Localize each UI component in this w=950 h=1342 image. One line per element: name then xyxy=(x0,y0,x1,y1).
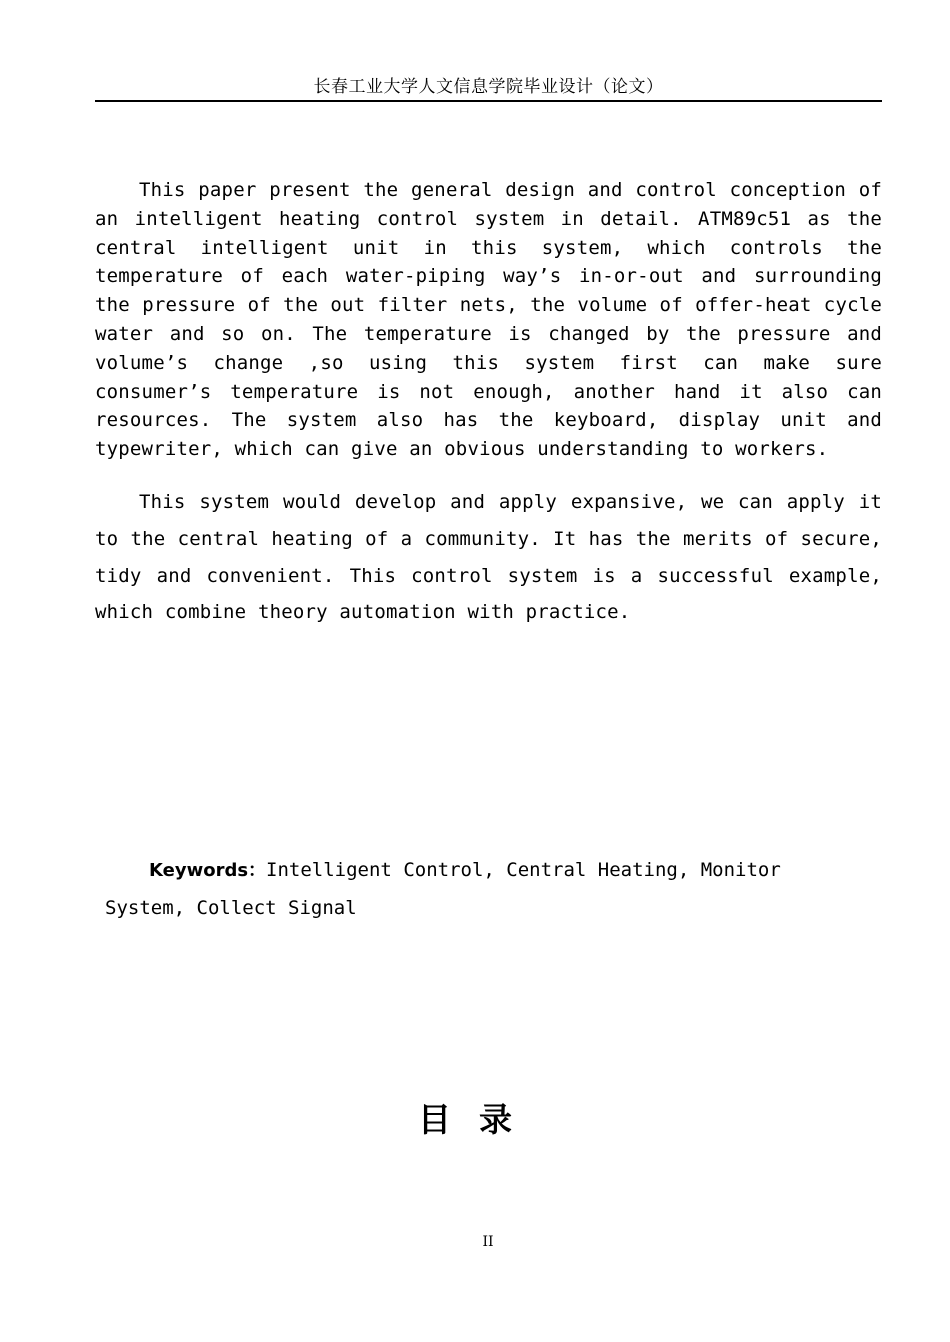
abstract-paragraph-1: This paper present the general design and control conception of an intelligent heating control system in detail. ATM89c51 as the central intelligent unit in this system, which controls the temperature of each water-piping way’s in-or-out and surrounding the pressure of the out filter nets, the volume of offer-heat cycle water and so on. The temperature is changed by the pressure and volume’s change ,so using this system first can make sure consumer’s temperature is not enough, another hand it also can resources. The system also has the keyboard, display unit and typewriter, which can give an obvious understanding to workers. xyxy=(95,179,882,461)
table-of-contents-title: 目录 xyxy=(418,1100,540,1139)
keywords-line xyxy=(105,852,865,927)
abstract-paragraph-2: This system would develop and apply expansive, we can apply it to the central heating of a community. It has the merits of secure, tidy and convenient. This control system is a successful example, which combine theory automation with practice. xyxy=(95,491,882,624)
header-title: 长春工业大学人文信息学院毕业设计（论文） xyxy=(313,77,664,97)
page-number: II xyxy=(482,1234,494,1250)
page-header xyxy=(95,74,882,102)
keywords-text: Intelligent Control, Central Heating, Monitor System, Collect Signal xyxy=(105,859,781,919)
keywords-label: Keywords： xyxy=(149,860,267,881)
